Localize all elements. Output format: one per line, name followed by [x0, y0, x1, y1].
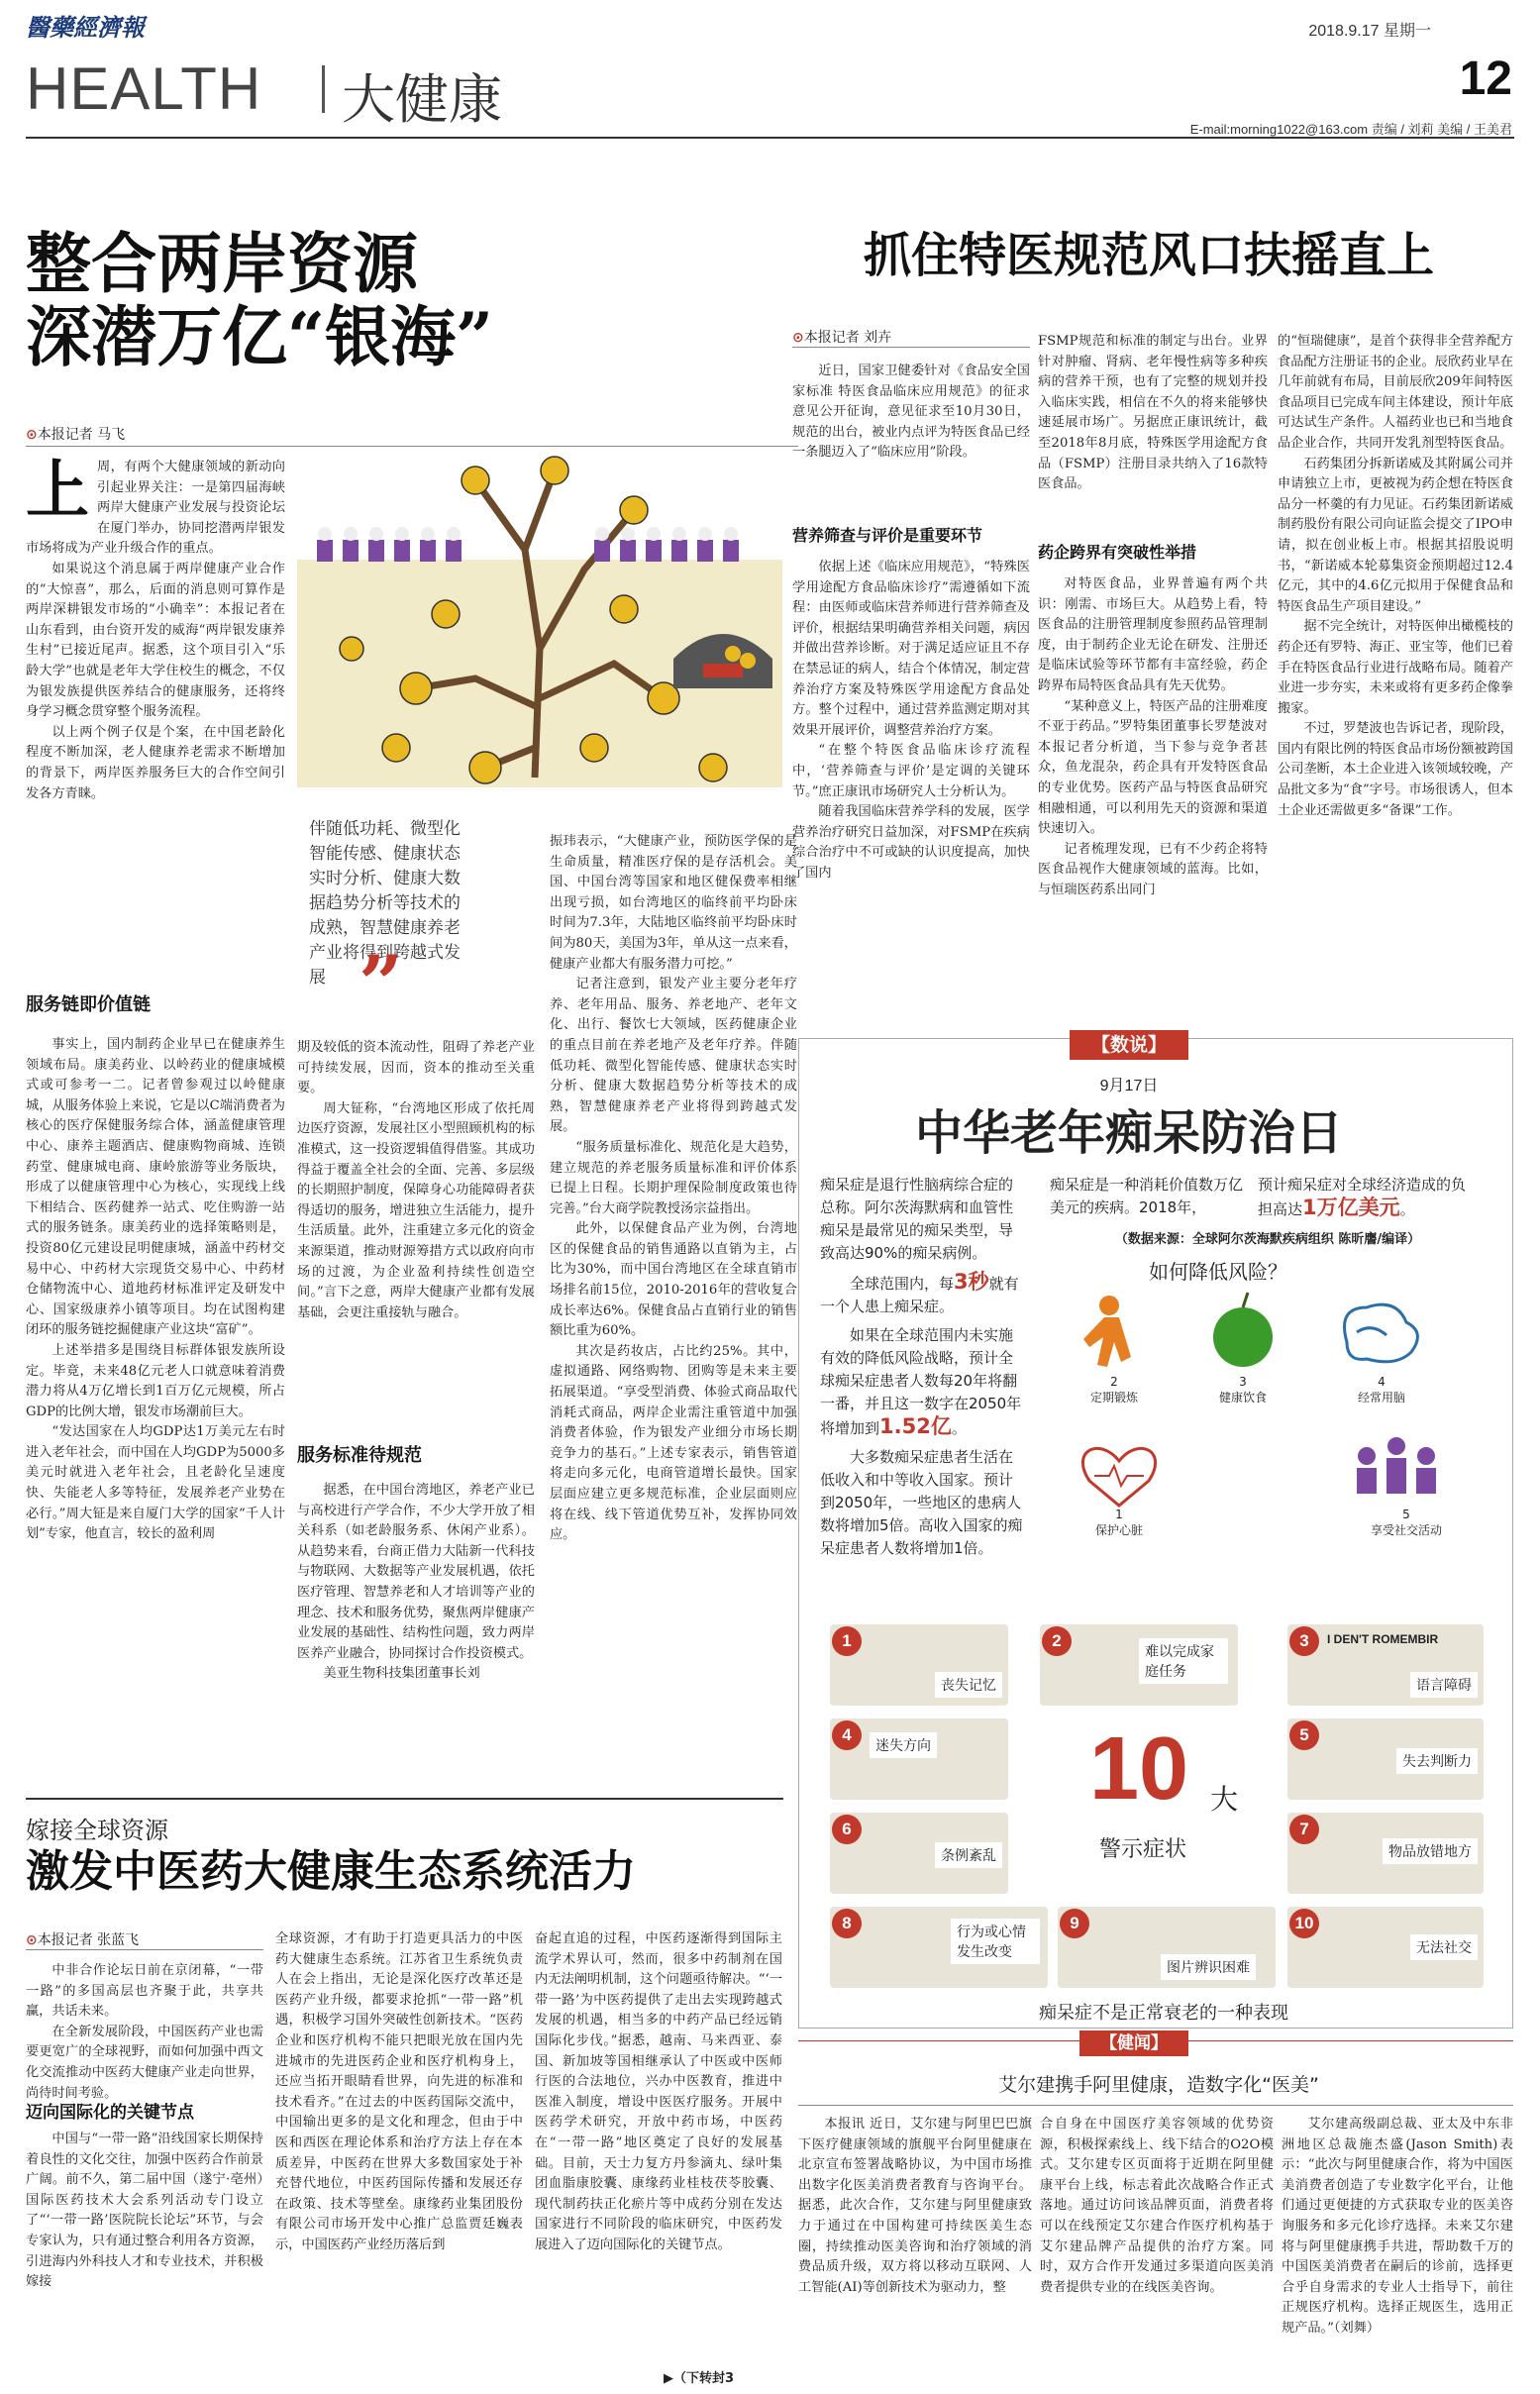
article3-kicker: 嫁接全球资源 — [26, 1817, 168, 1844]
exercise-icon — [1083, 1296, 1131, 1367]
section-title-cn: 大健康 — [342, 68, 502, 131]
apple-icon — [1213, 1293, 1273, 1367]
article1-title-line2: 深潜万亿“银海” — [26, 297, 493, 375]
page-number: 12 — [1459, 52, 1512, 105]
article2-colB-bottom: 对特医食品，业界普遍有两个共识：刚需、市场巨大。从趋势上看，特医食品的注册管理制度参照药品管理制度，由于制药企业无论在研发、注册还是临床试验等环节都有丰富经验，药企跨界布局特医食品具有先天优势。 “某种意义上，特医产品的注册难度不亚于药品。”罗特集团董事长罗楚波对本报记者分析道，当下参与竞争者甚众，鱼龙混杂，药企具有开发特医食品的专业优势。医药产品与特医食品研究相融相通，可以利用先天的资源和渠道快速切入。 记者梳理发现，已有不少药企将特医食品视作大健康领域的蓝海。比如，与恒瑞医药系出同门 — [1038, 576, 1268, 897]
infographic-title: 中华老年痴呆防治日 — [914, 1105, 1343, 1161]
article1-colC: 振玮表示，“大健康产业，预防医学保的是生命质量，精准医疗保的是存活机会。美国、中国台湾等国家和地区健保费率相继出现亏损，如台湾地区的临终前平均卧床时间为7.3年，大陆地区临终前平均卧床时间为80天，美国为3年，单从这一点来看，健康产业都大有服务潜力可挖。” 记者注意到，银发产业主要分老年疗养、老年用品、服务、养老地产、老年文化、出行、餐饮七大领域，医药健康企业的重点目前在养老地产及老年疗养。伴随低功耗、微型化智能传感、健康状态实时分析、健康大数据趋势分析等技术的成熟，智慧健康养老产业将得到跨越式发展。 “服务质量标准化、规范化是大趋势，建立规范的养老服务质量标准和评价体系已提上日程。长期护理保险制度政策也待完善。”台大商学院教授汤宗益指出。 此外，以保健食品产业为例，台湾地区的保健食品的销售通路以直销为主，占比为30%，而中国台湾地区在全球直销市场排名前15位，2010-2016年的营收复合成长率达6%。保健食品占直销行业的销售额比重为60%。 其次是药妆店，占比约25%。其中，虚拟通路、网络购物、团购等是未来主要拓展渠道。“享受型消费、体验式商品取代消耗式商品，两岸企业需注重管道中加强消费者体验，作为银发产业细分市场长期竞争力的基石。”上述专家表示，销售管道将走向多元化，电商管道增长最快。国家层面应建立更多规范标准，企业层面则应将在线、线下管道优势互补，发挥协同效应。 — [550, 834, 797, 1543]
article3-top-rule — [26, 1798, 783, 1800]
article1-title-line1: 整合两岸资源 — [26, 225, 418, 302]
article2-colB-top: FSMP规范和标准的制定与出台。业界针对肿瘤、肾病、老年慢性病等多种疾病的营养干预，也有了完整的规划并投入临床实践，相信在不久的将来能够快速延展市场广。另据庶正康讯统计，截至2018年8月底，特殊医学用途配方食品（FSMP）注册目录共纳入了16款特医食品。 — [1038, 334, 1268, 492]
ten-symptoms-caption: 警示症状 — [1099, 1837, 1187, 1862]
warning-card-8: 8 行为或心情发生改变 — [830, 1907, 1048, 1988]
issue-date: 2018.9.17 星期一 — [1308, 23, 1431, 40]
warning-card-5: 5 失去判断力 — [1287, 1718, 1484, 1800]
article1-sub2: 服务标准待规范 — [297, 1445, 422, 1466]
infographic-tag: 【数说】 — [1070, 1030, 1188, 1060]
warning-card-4: 4 迷失方向 — [830, 1718, 1008, 1800]
article1-colA-bottom: 事实上，国内制药企业早已在健康养生领域布局。康美药业、以岭药业的健康城模式或可参考一二。记者曾参观过以岭健康城，从服务体验上来说，它是以C端消费者为核心的医疗保健服务综合体，涵盖健康管理中心、康养主题酒店、健康购物商城、连锁药堂、健康城电商、康岭旅游等业务版块，形成了以健康管理中心为核心，实现线上线下相结合、医药健养一站式、吃住购游一站式的服务链条。康美药业的选择策略则是，投资80亿元建设昆明健康城，涵盖中药材交易中心、中药材大宗现货交易中心、中药材仓储物流中心、道地药材标准评定及研发中心、国家级康养小镇等项目。均在试图构建闭环的服务链挖掘健康产业这块“富矿”。 上述举措多是围绕目标群体银发族所设定。毕竟，未来48亿元老人口就意味着消费潜力将从4万亿增长到1百万亿元规模，所占GDP的比例大增，银发市场潮前巨大。 “发达国家在人均GDP达1万美元左右时进入老年社会，而中国在人均GDP为5000多美元时就进入老年社会，且老龄化呈速度快、失能老人多等特征，发展养老产业势在必行。”周大钲是来自厦门大学的国家“千人计划”专家，他直言，较长的盈利周 — [26, 1037, 285, 1542]
warning-card-1: 1 丧失记忆 — [830, 1624, 1008, 1706]
infographic-source: （数据来源：全球阿尔茨海默疾病组织 陈昕譍/编译） — [1114, 1232, 1421, 1247]
warning-card-6: 6 条例紊乱 — [830, 1813, 1008, 1894]
warning-card-7: 7 物品放错地方 — [1287, 1813, 1484, 1894]
article2-colC: 的“恒瑞健康”，是首个获得非全营养配方食品配方注册证书的企业。辰欣药业早在几年前就有布局，目前辰欣209年间特医食品项目已完成车间主体建设，预计年底可达试生产条件。人福药业也已和当地食品企业合作，共同开发乳剂型特医食品。 石药集团分拆新诺威及其附属公司并申请独立上市，更被视为药企想在特医食品分一杯羹的有力见证。石药集团新诺威制药股份有限公司向证监会提交了IPO申请，拟在创业板上市。根据其招股说明书，“新诺威本轮募集资金预期超过12.4亿元，其中的4.6亿元拟用于保健食品和特医食品生产项目建设。” 据不完全统计，对特医伸出橄榄枝的药企还有罗特、海正、亚宝等，他们已着手在特医食品行业进行战略布局。随着产业进一步夯实，未来或将有更多药企像拳搬家。 不过，罗楚波也告诉记者，现阶段，国内有限比例的特医食品市场份额被跨国公司垄断，本土企业进入该领域较晚，产品批文多为“食”字号。市场很诱人，但本土企业还需做更多“备课”工作。 — [1278, 334, 1513, 818]
article3-colB: 全球资源，才有助于打造更具活力的中医药大健康生态系统。江苏省卫生系统负责人在会上指出，无论是深化医疗改革还是医药产业升级，都要求抢抓“一带一路”机遇，积极学习国外突破性创新技术。“医药企业和医疗机构不能只把眼光放在国内先进城市的先进医药企业和医疗机构身上，还应当拓开眼睛看世界，向先进的标准和技术看齐。”在过去的中医药国际交流中，中国输出更多的是文化和理念，但由于中医和西医在理论体系和治疗方法上存在本质差异，中医药在世界大多数国家处于补充替代地位，中医药国际传播和发展还存在政策、技术等壁垒。康缘药业集团股份有限公司市场开发中心推广总监贾廷巍表示，中国医药产业经历落后到 — [275, 1931, 523, 2252]
article1-byline: ⊙本报记者 马飞 — [26, 427, 126, 443]
article1-colB-top: 期及较低的资本流动性，阻碍了养老产业可持续发展，因而，资本的推动至关重要。 周大钲称，“台湾地区形成了依托周边医疗资源，发展社区小型照顾机构的标准模式，这一投资逻辑值得借鉴。其成功得益于覆盖全社会的全面、完善、多层级的长期照护制度，保障身心功能障碍者获得适切的服务，增进独立生活能力，提升生活质量。此外，注重建立多元化的资金来源渠道，推动财源筹措方式以政府向市场的过渡，为企业盈利持续性创造空间。”言下之意，两岸大健康产业都有发展基础，会更注重接轨与融合。 — [297, 1040, 535, 1320]
risk-3-label: 3 健康饮食 — [1218, 1375, 1267, 1405]
jump-line: ▶（下转封3 — [664, 2371, 735, 2386]
newspaper-logo: 醫藥經濟報 — [26, 13, 145, 42]
risk-icons — [1060, 1288, 1505, 1537]
risk-title: 如何降低风险？ — [1149, 1260, 1287, 1284]
infographic-footnote: 痴呆症不是正常衰老的一种表现 — [1039, 2003, 1288, 2024]
infographic-col2: 痴呆症是一种消耗价值数万亿美元的疾病。2018年， — [1050, 1176, 1244, 1216]
article2-sub1: 营养筛查与评价是重要环节 — [792, 526, 983, 545]
brain-icon — [1345, 1304, 1418, 1362]
social-icon — [1357, 1437, 1436, 1494]
article1-rule — [26, 446, 798, 447]
article4-headline: 艾尔建携手阿里健康，造数字化“医美” — [998, 2074, 1319, 2096]
article2-rule — [792, 347, 1030, 348]
article4-col2: 合自身在中国医疗美容领域的优势资源，积极探索线上、线下结合的O2O模式。艾尔建专区页面将于近期在阿里健康平台上线，标志着此次战略合作正式落地。通过访问该品牌页面，消费者将可以在线预定艾尔建合作医疗机构基于艾尔建品牌产品提供的治疗方案。同时，双方合作开发通过多渠道向医美消费者提供专业的在线医美咨询。 — [1040, 2117, 1274, 2295]
article3-byline: ⊙本报记者 张蓝飞 — [26, 1932, 140, 1948]
section-title-en: HEALTH — [26, 55, 262, 122]
pull-quote: 伴随低功耗、微型化智能传感、健康状态实时分析、健康大数据趋势分析等技术的成熟，智慧健康养老产业将得到跨越式发展 — [309, 819, 461, 988]
article4-col1: 本报讯 近日，艾尔建与阿里巴巴旗下医疗健康领域的旗舰平台阿里健康在北京宣布签署战略协议，为中国市场推出数字化医美消费者教育与咨询平台。据悉，此次合作，艾尔建与阿里健康致力于通过在中国构建可持续医美生态圈，持续推动医美咨询和治疗领域的消费品质升级，双方将以移动互联网、人工智能(AI)等创新技术为驱动力，整 — [798, 2117, 1032, 2295]
article2-colA-bottom: 依据上述《临床应用规范》，“特殊医学用途配方食品临床诊疗”需遵循如下流程：由医师或临床营养师进行营养筛查及评价，根据结果明确营养相关问题，病因并做出营养诊断。对于满足适应证且不存在禁忌证的病人，结合个体情况，制定营养治疗方案及特殊医学用途配方食品处方。整个过程中，通过营养监测定期对其效果开展评价，调整营养治疗方案。 “在整个特医食品临床诊疗流程中，‘营养筛查与评价’是定调的关键环节。”庶正康讯市场研究人士分析认为。 随着我国临床营养学科的发展，医学营养治疗研究日益加深，对FSMP在疾病综合治疗中不可或缺的认识度提高，加快了国内 — [792, 560, 1030, 881]
infographic-date: 9月17日 — [1099, 1078, 1159, 1094]
risk-2-label: 2 定期锻炼 — [1089, 1375, 1138, 1405]
article4-rule — [798, 2105, 1513, 2106]
sign-text: I DEN'T ROMEMBIR — [1327, 1632, 1439, 1646]
article3-colA-top: 中非合作论坛日前在京闭幕，“一带一路”的多国高层也齐聚于此，共享共赢，共话未来。 在全新发展阶段，中国医药产业也需要更宽广的全球视野，而如何加强中西文化交流推动中医药大健康产业走向世界，尚待时间考验。 — [26, 1963, 263, 2101]
money-tree-illustration — [297, 451, 792, 787]
article1-colA-top: 上 周，有两个大健康领域的新动向引起业界关注：一是第四届海峡两岸大健康产业发展与投资论坛在厦门举办，协同挖潜两岸银发市场将成为产业升级合作的重点。 如果说这个消息属于两岸健康产业合作的“大惊喜”，那么，后面的消息则可算作是两岸深耕银发市场的“小确幸”：本报记者在山东看到，由台资开发的威海“两岸银发康养生村”已接近尾声。据悉，这个项目引入“乐龄大学”也就是老年大学住校生的概念，不仅为银发族提供医养结合的健康服务，还将终身学习概念贯穿整个服务流程。 以上两个例子仅是个案，在中国老龄化程度不断加深，老人健康养老需求不断增加的背景下，两岸医养服务巨大的合作空间引发各方青睐。 — [26, 454, 285, 801]
article3-colC: 奋起直追的过程，中医药逐渐得到国际主流学术界认可，然而，很多中药制剂在国内无法阐明机制，这个问题亟待解决。“‘一带一路’为中医药提供了走出去实现跨越式发展的机遇，相当多的中药产品已经远销国际化步伐。”据悉，越南、马来西亚、泰国、新加坡等国相继承认了中医或中医师行医的合法地位，兴办中医教育，推进中医准入制度，增设中医医疗服务。开展中医药学术研究，开放中药市场，中医药在“一带一路”地区奠定了良好的发展基础。目前，天士力复方丹参滴丸、绿叶集团血脂康胶囊、康缘药业桂枝茯苓胶囊、现代制药扶正化瘀片等中成药分别在发达国家进行不同阶段的临床研究，中医药发展进入了迈向国际化的关键节点。 — [535, 1931, 782, 2252]
editor-credit: E-mail:morning1022@163.com 责编 / 刘莉 美编 / 王美君 — [1189, 122, 1512, 137]
article3-colA-bottom: 中国与“一带一路”沿线国家长期保持着良性的文化交往，加强中医药合作前景广阔。前不久，第二届中国（遂宁·亳州）国际医药技术大会系列活动专门设立了“‘一带一路’医院院长论坛”环节，与会专家认为，只有通过整合利用各方资源，引进海内外科技人才和专业技术，并积极嫁接 — [26, 2132, 263, 2290]
heart-icon — [1082, 1448, 1155, 1506]
infographic-col3: 预计痴呆症对全球经济造成的负担高达1万亿美元。 — [1258, 1176, 1467, 1219]
warning-card-9: 9 图片辨识困难 — [1058, 1907, 1276, 1988]
article3-headline: 激发中医药大健康生态系统活力 — [26, 1846, 636, 1897]
risk-1-label: 1 保护心脏 — [1094, 1508, 1143, 1537]
masthead-rule — [26, 137, 1514, 139]
warning-card-2: 2 难以完成家庭任务 — [1040, 1624, 1238, 1706]
article1-sub1: 服务链即价值链 — [26, 994, 151, 1015]
infographic-col1: 痴呆症是退行性脑病综合症的总称。阿尔茨海默病和血管性痴呆是最常见的痴呆类型，导致高达90%的痴呆病例。 全球范围内，每3秒就有一个人患上痴呆症。 如果在全球范围内未实施有效的降低风险战略，预计全球痴呆症患者人数每20年将翻一番，并且这一数字在2050年将增加到1.52亿。 大多数痴呆症患者生活在低收入和中等收入国家。预计到2050年，一些地区的患病人数将增加5倍。高收入国家的痴呆症患者人数将增加1倍。 — [820, 1176, 1023, 1557]
article3-sub: 迈向国际化的关键节点 — [26, 2103, 194, 2123]
section-divider — [322, 65, 325, 113]
article2-byline: ⊙本报记者 刘卉 — [792, 330, 892, 346]
dropcap: 上 — [26, 454, 89, 528]
warning-card-10: 10 无法社交 — [1287, 1907, 1484, 1988]
article4-tag: 【健闻】 — [1079, 2030, 1188, 2056]
ten-symptoms-unit: 大 — [1210, 1783, 1239, 1816]
risk-5-label: 5 享受社交活动 — [1370, 1508, 1442, 1537]
quote-mark-icon: ” — [359, 939, 403, 1029]
article3-rule — [26, 1949, 263, 1950]
article1-colB-bottom: 据悉，在中国台湾地区，养老产业已与高校进行产学合作，不少大学开放了相关科系（如老龄服务系、休闲产业系）。从趋势来看，台商正借力大陆新一代科技与物联网、大数据等产业发展机遇，依托医疗管理、智慧养老和人才培训等产业的理念、技术和服务优势，聚焦两岸健康产业发展的基础性、结构性问题，致力两岸医养产业融合，协同探讨合作投资模式。 美亚生物科技集团董事长刘 — [297, 1483, 535, 1682]
article1-headline — [26, 225, 561, 375]
article4-col3: 艾尔建高级副总裁、亚太及中东非洲地区总裁施杰盛(Jason Smith)表示：“此次与阿里健康合作，将为中国医美消费者创造了专业数字化平台，让他们通过更便捷的方式获取专业的医美咨询服务和多元化诊疗选择。未来艾尔建将与阿里健康携手共进，帮助数千万的中国医美消费者在嗣后的诊前，选择更合乎自身需求的专业人士指导下，前往正规医疗机构。选择正规医生，选用正规产品。”（刘舞） — [1282, 2117, 1513, 2336]
warning-card-3: 3 I DEN'T ROMEMBIR 语言障碍 — [1287, 1624, 1484, 1706]
article2-sub2: 药企跨界有突破性举措 — [1038, 543, 1197, 562]
article2-headline: 抓住特医规范风口扶摇直上 — [863, 228, 1434, 283]
article2-colA-top: 近日，国家卫健委针对《食品安全国家标准 特医食品临床应用规范》的征求意见公开征询，意见征求至10月30日，规范的出台，被业内点评为特医食品已经一条腿迈入了“临床应用”阶段。 — [792, 364, 1030, 461]
ten-symptoms-number: 10 — [1089, 1719, 1189, 1819]
risk-4-label: 4 经常用脑 — [1357, 1375, 1405, 1405]
